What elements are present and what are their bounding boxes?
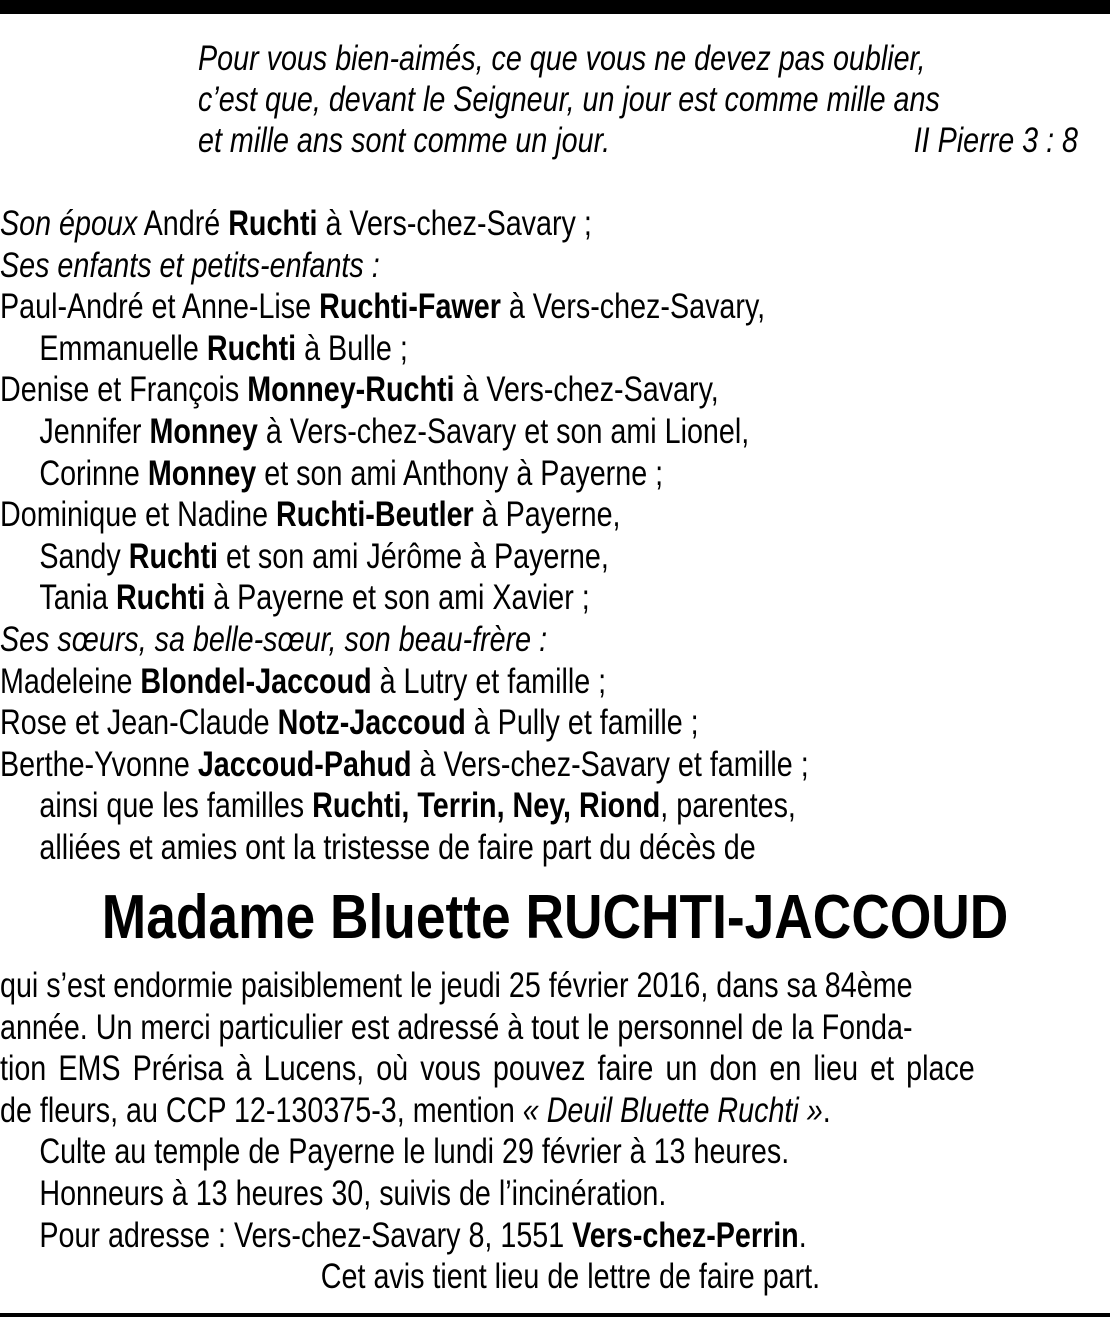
family-surname: Monney — [149, 411, 258, 451]
family-line: Paul-André et Anne-Lise Ruchti-Fawer à Vers-chez-Savary, — [0, 287, 766, 327]
spouse-line: Son époux André Ruchti à Vers-chez-Savary ; — [0, 204, 592, 243]
family-surname: Ruchti — [128, 536, 219, 576]
family-surname: Ruchti — [115, 578, 206, 618]
family-surname: Ruchti-Fawer — [319, 287, 501, 327]
verse-line: et mille ans sont comme un jour. — [198, 121, 611, 160]
announcement-line: alliées et amies ont la tristesse de faire part du décès de — [39, 827, 756, 867]
family-line: Dominique et Nadine Ruchti-Beutler à Payerne, — [0, 495, 621, 535]
family-line: Madeleine Blondel-Jaccoud à Lutry et famille ; — [0, 661, 607, 701]
children-heading: Ses enfants et petits-enfants : — [0, 245, 380, 285]
family-list — [0, 203, 809, 869]
verse-line: c’est que, devant le Seigneur, un jour est comme mille ans — [198, 80, 940, 119]
address-line: Pour adresse : Vers-chez-Savary 8, 1551 Vers-chez-Perrin. — [39, 1215, 807, 1255]
family-line: Jennifer Monney à Vers-chez-Savary et son ami Lionel, — [39, 411, 750, 451]
siblings-heading: Ses sœurs, sa belle-sœur, son beau-frère : — [0, 619, 548, 659]
service-line: Culte au temple de Payerne le lundi 29 février à 13 heures. — [39, 1132, 790, 1172]
family-surname: Notz-Jaccoud — [277, 703, 466, 743]
address-locality: Vers-chez-Perrin — [572, 1215, 799, 1255]
family-line: Rose et Jean-Claude Notz-Jaccoud à Pully et famille ; — [0, 703, 699, 743]
donation-mention: « Deuil Bluette Ruchti » — [522, 1090, 823, 1130]
deceased-name — [0, 880, 1110, 956]
family-surname: Ruchti, Terrin, Ney, Riond — [312, 786, 661, 826]
verse-reference: II Pierre 3 : 8 — [913, 121, 1078, 160]
bottom-rule — [0, 1313, 1110, 1317]
family-surname: Ruchti — [206, 328, 297, 368]
family-surname: Ruchti-Beutler — [276, 495, 474, 535]
family-line: Tania Ruchti à Payerne et son ami Xavier ; — [39, 578, 590, 618]
spouse-label: Son époux — [0, 204, 138, 243]
bible-verse — [198, 38, 940, 161]
closing-note — [0, 1256, 1110, 1297]
family-surname: Monney — [147, 453, 257, 493]
family-line: Emmanuelle Ruchti à Bulle ; — [39, 328, 408, 368]
family-line: Denise et François Monney-Ruchti à Vers-chez-Savary, — [0, 370, 719, 410]
obituary-body — [0, 965, 975, 1256]
family-line: ainsi que les familles Ruchti, Terrin, Ney, Riond, parentes, — [39, 786, 796, 826]
family-surname: Ruchti — [228, 204, 318, 243]
body-line: tion EMS Prérisa à Lucens, où vous pouvez faire un don en lieu et place — [0, 1049, 975, 1089]
body-line: année. Un merci particulier est adressé à tout le personnel de la Fonda- — [0, 1007, 913, 1047]
family-line: Corinne Monney et son ami Anthony à Payerne ; — [39, 453, 664, 493]
family-line: Sandy Ruchti et son ami Jérôme à Payerne, — [39, 536, 609, 576]
family-line: Berthe-Yvonne Jaccoud-Pahud à Vers-chez-Savary et famille ; — [0, 744, 809, 784]
body-line: qui s’est endormie paisiblement le jeudi 25 février 2016, dans sa 84ème — [0, 966, 913, 1005]
verse-line: Pour vous bien-aimés, ce que vous ne devez pas oublier, — [198, 39, 926, 78]
body-line: de fleurs, au CCP 12-130375-3, mention « Deuil Bluette Ruchti ». — [0, 1090, 831, 1130]
family-surname: Jaccoud-Pahud — [197, 744, 412, 784]
family-surname: Monney-Ruchti — [247, 370, 455, 410]
family-surname: Blondel-Jaccoud — [140, 661, 372, 701]
honours-line: Honneurs à 13 heures 30, suivis de l’incinération. — [39, 1173, 667, 1213]
closing-text: Cet avis tient lieu de lettre de faire part. — [320, 1257, 820, 1296]
deceased-name-text: Madame Bluette RUCHTI-JACCOUD — [101, 883, 1009, 952]
top-rule — [0, 0, 1110, 14]
